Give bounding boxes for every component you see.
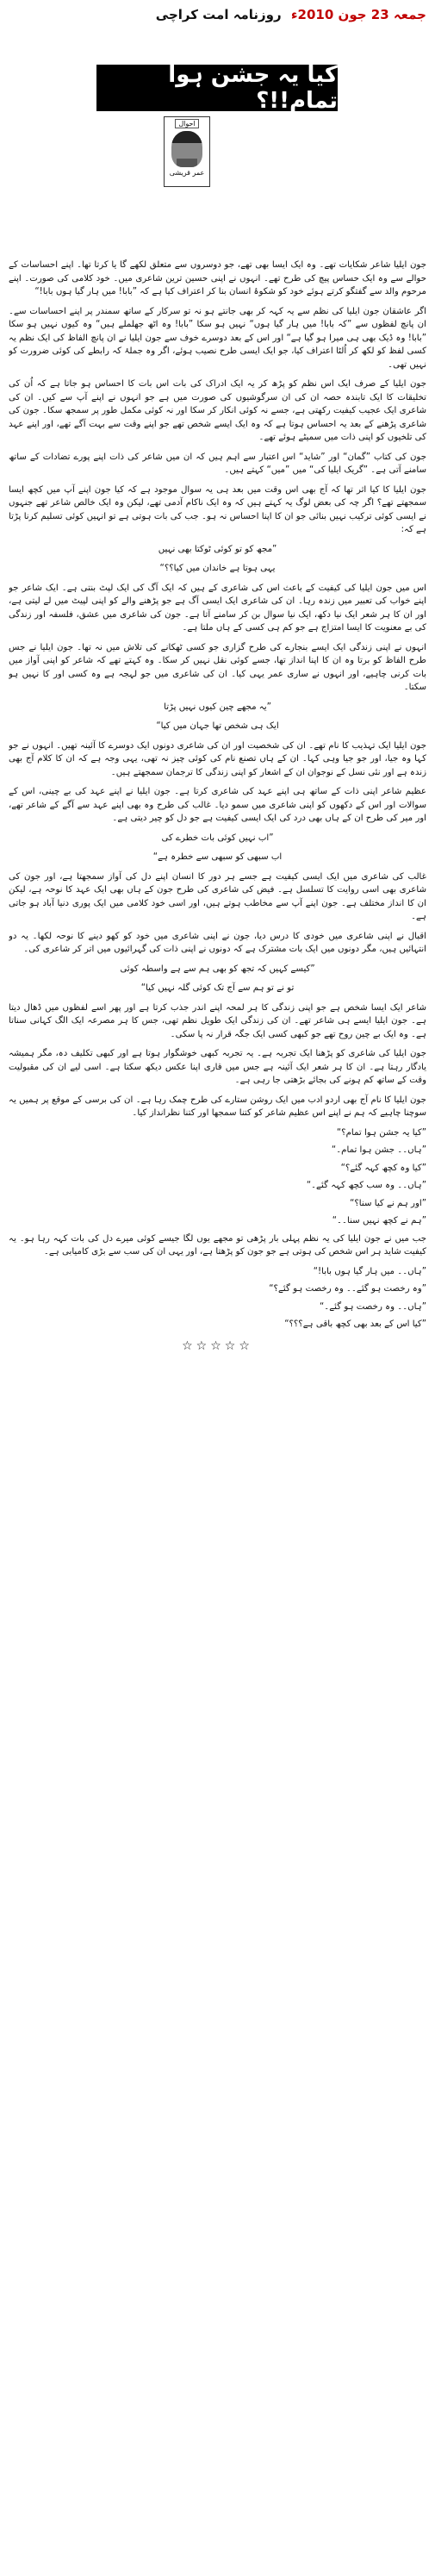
issue-date: جمعہ 23 جون 2010ء [290,7,426,22]
end-stars: ☆☆☆☆☆ [182,1338,253,1353]
paragraph: جون ایلیا ایک تہذیب کا نام تھے۔ ان کی شخصیت اور ان کی شاعری دونوں ایک دوسرے کا آئینہ تھیں۔ انہوں نے جو کہا وہ جیا، اور جو جیا وہی کہا۔ ان کے ہاں تصنع نام کی کوئی چیز نہ تھی، یہی وجہ ہے کہ ان کا کلام آج بھی زندہ ہے اور نئی نسل کے نوجوان ان کے اشعار کو اپنی زندگی کا ترجمان سمجھتے ہیں۔ [9,740,426,777]
headline: کیا یہ جشن ہوا تمام!!؟ [168,62,338,114]
masthead [9,7,426,26]
paragraph: غالب کی شاعری میں ایک ایسی کیفیت ہے جسے ہر دور کا انسان اپنے دل کی آواز سمجھتا ہے، اور جون کی شاعری بھی اسی روایت کا تسلسل ہے۔ فیض کی شاعری کی طرح جون کے ہاں بھی ایک عہد کا نوحہ ہے، لیکن ان کا انداز مختلف ہے۔ جون اپنے آپ سے مخاطب ہوتے ہیں، اور اسی خود کلامی میں ایک پوری دنیا آباد ہو جاتی ہے۔ [9,871,426,921]
verse-line: یہی ہوتا ہے خاندان میں کیا؟؟“ [159,564,276,573]
verse-line: ”کیسے کہیں کہ تجھ کو بھی ہم سے ہے واسطہ کوئی [120,964,315,974]
dialog-line: ”اور ہم نے کیا سنا؟“ [350,1198,426,1208]
paragraph: جون ایلیا کا کیا اثر تھا کہ آج بھی اس وقت میں بعد ہی یہ سوال موجود ہے کہ کیا جون اپنے آپ میں کچھ ایسا سمجھتے تھے؟ اگر چہ کی بعض لوگ یہ کہتے ہیں کہ وہ ایک ناکام آدمی تھے، لیکن وہ ایک خالص شاعر تھے جنہوں نے ایسی کوئی ترکیب نہیں بنائی جو ان کا اپنا احساس نہ ہو۔ جب کی بات ہوتی ہے تو انہیں کوئی تسلیم کرنا پڑتا ہے کہ: [9,484,426,534]
paragraph: جون ایلیا کا نام آج بھی اردو ادب میں ایک روشن ستارے کی طرح چمک رہا ہے۔ ان کی برسی کے موقع پر ہمیں یہ سوچنا چاہیے کہ ہم نے اپنے اس عظیم شاعر کو کتنا سمجھا اور کتنا نظرانداز کیا۔ [9,1095,426,1118]
dialog-line: ”وہ رخصت ہو گئے۔۔ وہ رخصت ہو گئے؟“ [269,1284,426,1294]
dialog-line: ”ہاں۔۔ وہ رخصت ہو گئے۔“ [319,1301,426,1312]
paragraph: جون ایلیا شاعر شکایات تھے۔ وہ ایک ایسا بھی تھے، جو دوسروں سے متعلق لکھے گا یا کرتا تھا۔ اپنے احساسات کے حوالے سے وہ ایک حساس پیچ کی طرح تھے۔ انہوں نے اپنی حسین ترین شاعری میں۔ خود کلامی کی صورت۔ اپنے مرحوم والد سے گفتگو کرتے ہوئے خود کو شکوۂ انسان بنا کر اعتراف کیا ہے کہ ”بابا! میں ہار گیا ہوں بابا!“ [9,260,426,296]
headline-banner [96,62,338,114]
dialog-line: ”کیا یہ جشن ہوا تمام؟“ [336,1127,426,1138]
paragraph: جون کی کتاب ”گمان“ اور ”شاید“ اس اعتبار سے اہم ہیں کہ ان میں شاعر کی ذات اپنے پورے تضادات کے ساتھ سامنے آتی ہے۔ ”گریک ایلیا کی“ میں ”میں“ کہتے ہیں۔ [9,452,426,475]
column-tag: احوال [175,119,198,128]
paragraph: اقبال نے اپنی شاعری میں خودی کا درس دیا، جون نے اپنی شاعری میں خود کو کھو دینے کا نوحہ لکھا۔ یہ دو انتہائیں ہیں، مگر دونوں میں ایک بات مشترک ہے کہ دونوں نے اپنی ذات کی گہرائیوں میں اتر کر شاعری کی۔ [9,931,426,954]
paragraph: عظیم شاعر اپنی ذات کے ساتھ ہی اپنے عہد کی شاعری کرتا ہے۔ جون ایلیا نے اپنے عہد کی بے چینی، اس کے سوالات اور اس کے دکھوں کو اپنی شاعری میں سمو دیا۔ غالب کی طرح وہ بھی اپنے عہد سے آگے کے شاعر تھے، اور میر کی طرح ان کے ہاں بھی درد کی ایک ایسی کیفیت ہے جو دل کو چیر دیتی ہے۔ [9,787,426,823]
newspaper-name: روزنامہ امت کراچی [155,7,282,22]
paragraph: جب میں نے جون ایلیا کی یہ نظم پہلی بار پڑھی تو مجھے یوں لگا جیسے کوئی میرے دل کی بات کہہ رہا ہو۔ یہ کیفیت شاید ہر اس شخص کی ہوتی ہے جو جون کو پڑھتا ہے، اور یہی ان کی سب سے بڑی کامیابی ہے۔ [9,1233,426,1257]
columnist-name: عمر قریشی [169,169,205,177]
dialog-line: ”ہاں۔۔ وہ سب کچھ کہہ گئے۔“ [306,1181,426,1190]
columnist-photo [171,131,202,167]
dialog-line: ”کیا وہ کچھ کہہ گئے؟“ [340,1163,426,1173]
paragraph: جون ایلیا کی شاعری کو پڑھنا ایک تجربہ ہے۔ یہ تجربہ کبھی خوشگوار ہوتا ہے اور کبھی تکلیف دہ، مگر ہمیشہ یادگار رہتا ہے۔ ان کا ہر شعر ایک آئینہ ہے جس میں قاری اپنا عکس دیکھ سکتا ہے۔ اسی لیے ان کی مقبولیت وقت کے ساتھ کم ہونے کی بجائے بڑھتی جا رہی ہے۔ [9,1049,426,1085]
dialog-line: ”ہاں۔۔ جشن ہوا تمام۔“ [331,1145,426,1155]
verse-line: ”مجھ کو تو کوئی ٹوکتا بھی نہیں [158,544,277,554]
verse-line: اب سبھی کو سبھی سے خطرہ ہے“ [152,852,283,862]
verse-line: ”یہ مجھے چین کیوں نہیں پڑتا [164,702,271,712]
verse-line: ”اب نہیں کوئی بات خطرے کی [161,833,274,843]
paragraph: جون ایلیا کے صرف ایک اس نظم کو پڑھ کر یہ ایک ادراک کی بات اس بات کا احساس ہو جاتا ہے کہ اُن کی تخلیقات کا ایک تابندہ حصہ ان کی ان سرگوشیوں کی صورت میں ہے جو انہوں نے اپنے آپ سے کیں۔ ان کی شاعری ایک عجیب کیفیت رکھتی ہے، جسے نہ کوئی انکار کر سکا اور نہ کوئی مکمل طور پر سمجھ سکا۔ جون کی شاعری پڑھنے کے بعد یہ احساس ہوتا ہے کہ وہ ایک ایسے شخص تھے جو اپنے وقت سے بہت آگے تھے، اور اپنے عہد کی تلخیوں کو اپنی ذات میں سمیٹے ہوئے تھے۔ [9,379,426,442]
paragraph: اگر عاشقان جون ایلیا کی نظم سے یہ کہہ کر بھی جانتے ہو نہ تو سرکار کے ساتھ سمندر پر اپنے احساسات سے۔ ان پانچ لفظوں سے ”کہ بابا! میں ہار گیا ہوں“ نہیں ہو سکا ”بابا! وہ اٹھ جھلملے ہیں“ وہ کیوں نہیں ہو سکا ”بابا! وہ ڈیک بھی ہی میرا ہو گیا ہے“ اور اس کے بعد دوسرے خوف سے جون ایلیا نے ان پانچ الفاظ کی ایک نظم یہ کسی لفظ کو لکھ کر اُلٹا اعتراف کیا، جو ایک ایسی طرح نصیب ہوئے، اگر وہ جملۂ کہ رابطے کی کوئی ضرورت کو نہیں تھی۔ [9,306,426,370]
dialog-line: ”کیا اس کے بعد بھی کچھ باقی ہے؟؟؟“ [284,1319,426,1329]
columnist-card [164,116,210,187]
paragraph: اس میں جون ایلیا کی کیفیت کے باعث اس کی شاعری کے ہیں کہ ایک آگ کی ایک لپٹ بنتی ہے۔ ایک شاعر جو اپنے خواب کی تعبیر میں زندہ رہا۔ ان کی شاعری ایک ایسی آگ ہے جو پڑھنے والے کو اپنی لپیٹ میں لے لیتی ہے، اور ان کا ہر شعر ایک نیا دکھ، ایک نیا سوال بن کر سامنے آتا ہے۔ جون کی شاعری میں عشق، فلسفہ اور زندگی کی بے معنویت کا ایسا امتزاج ہے جو کم ہی کسی کے ہاں ملتا ہے۔ [9,583,426,633]
paragraph: شاعر ایک ایسا شخص ہے جو اپنی زندگی کا ہر لمحہ اپنے اندر جذب کرتا ہے اور پھر اسے لفظوں میں ڈھال دیتا ہے۔ جون ایلیا ایسے ہی شاعر تھے۔ ان کی زندگی ایک طویل نظم تھی، جس کا ہر مصرعہ ایک الگ کہانی سناتا ہے۔ وہ ایک بے چین روح تھے جو کبھی کسی ایک جگہ قرار نہ پا سکی۔ [9,1002,426,1039]
dialog-line: ”ہم نے کچھ نہیں سنا۔۔“ [332,1216,426,1226]
article-body [9,259,426,2559]
verse-line: تو نے تو ہم سے آج تک کوئی گلہ نہیں کیا“ [140,983,295,993]
verse-line: ایک ہی شخص تھا جہان میں کیا“ [156,721,279,731]
dialog-line: ”ہاں۔۔ میں ہار گیا ہوں بابا!“ [313,1266,426,1276]
paragraph: انہوں نے اپنی زندگی ایک ایسے بنجارے کی طرح گزاری جو کسی ٹھکانے کی تلاش میں نہ تھا۔ جون ایلیا نے جس طرح الفاظ کو برتا وہ ان کا اپنا انداز تھا، جسے کوئی نقل نہیں کر سکا۔ وہ کہتے تھے کہ شاعر کو اپنی آواز میں بات کرنی چاہیے، اور انہوں نے ساری عمر یہی کیا۔ ان کی شاعری میں جو لہجہ ہے وہ کسی اور کا نہیں ہو سکتا۔ [9,642,426,692]
